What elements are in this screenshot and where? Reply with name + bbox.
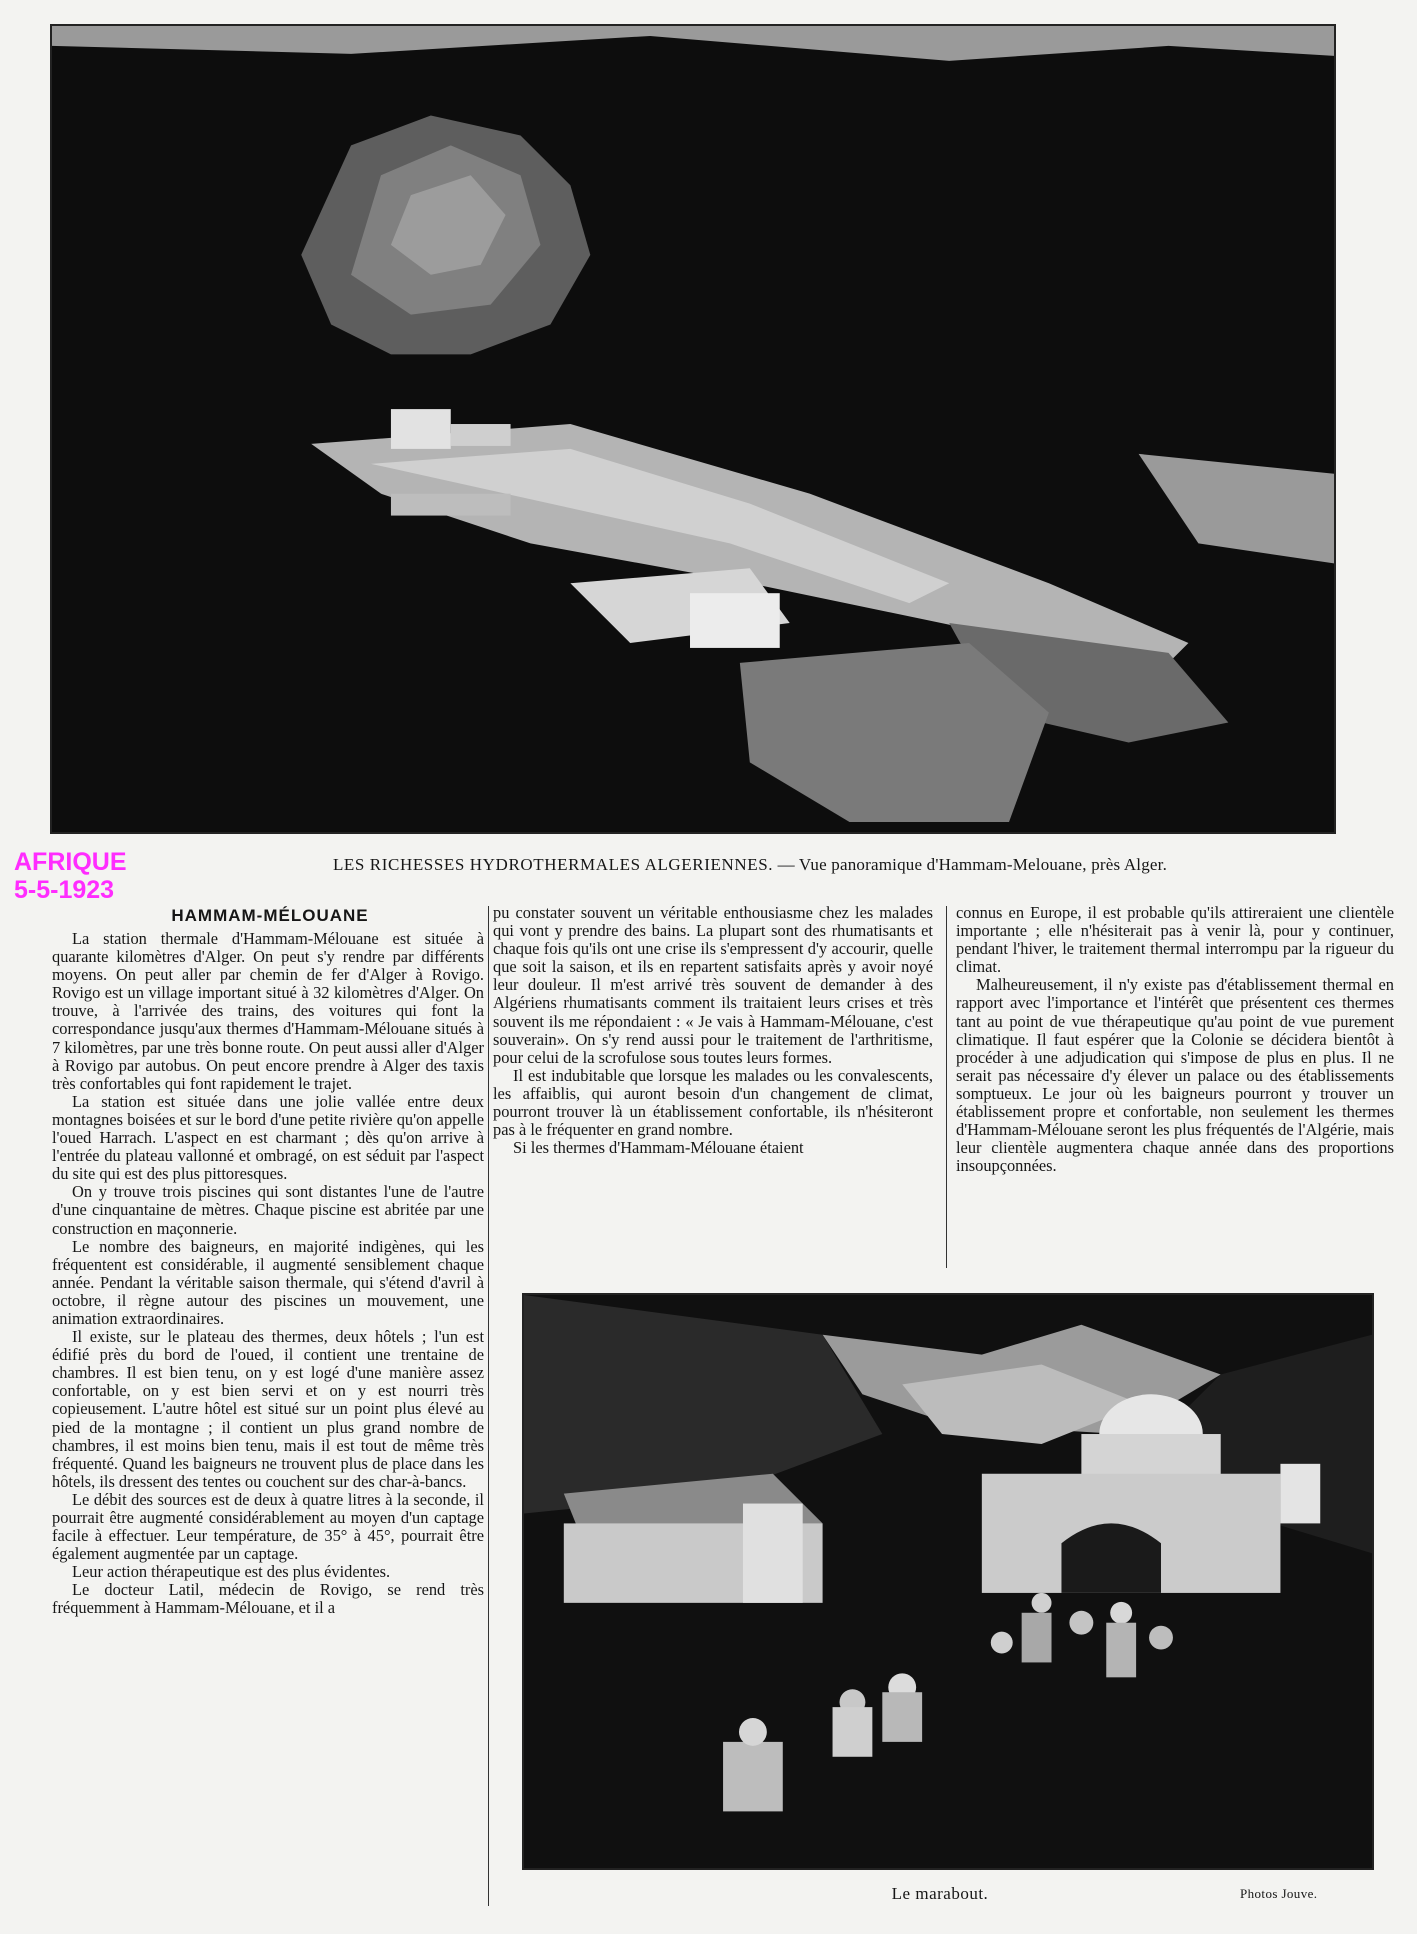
paragraph: Leur action thérapeutique est des plus évidentes.: [72, 1562, 391, 1582]
stamp-line-1: AFRIQUE: [14, 848, 127, 876]
panoramic-photo: [50, 24, 1336, 834]
paragraph: connus en Europe, il est probable qu'ils attireraient une clientèle importante ; elle n'hésiterait pas à venir là, pour y continuer, pendant l'hiver, le traitement thermal interrompu par la rigueur du climat.: [956, 903, 1394, 977]
column-divider: [946, 906, 947, 1268]
archive-stamp: [14, 848, 154, 904]
marabout-photo-caption: Le marabout.: [891, 1884, 989, 1903]
paragraph: pu constater souvent un véritable enthousiasme chez les malades qui vont y prendre des bains. La plupart sont des rhumatisants et chaque fois qu'ils ont une crise ils s'empressent d'y accourir, quelle que soit la saison, et ils en repartent satisfaits après y avoir noyé leur douleur. Il m'est arrivé très souvent de demander à des Algériens rhumatisants comment ils traitaient leurs crises et très souvent ils me répondaient : « Je vais à Hammam-Mélouane, c'est souverain». On s'y rend aussi pour le traitement de l'arthritisme, pour celui de la scrofulose sous toutes leurs formes.: [493, 903, 933, 1067]
paragraph: La station thermale d'Hammam-Mélouane est située à quarante kilomètres d'Alger. On peut s'y rendre par différents moyens. On peut aller par chemin de fer d'Alger à Rovigo. Rovigo est un village important situé à 32 kilomètres d'Alger. On trouve, à l'arrivée des trains, des voitures qui font la correspondance jusqu'aux thermes d'Hammam-Mélouane situés à 7 kilomètres, par une très bonne route. On peut aussi aller d'Alger à Rovigo par autobus. On peut encore prendre à Alger des taxis très confortables qui font rapidement le trajet.: [52, 929, 484, 1093]
stamp-line-2: 5-5-1923: [14, 876, 115, 904]
paragraph: Si les thermes d'Hammam-Mélouane étaient: [513, 1138, 804, 1158]
photo-credit: Photos Jouve.: [1240, 1886, 1318, 1901]
paragraph: Malheureusement, il n'y existe pas d'établissement thermal en rapport avec l'importance et l'intérêt que présentent ces thermes tant au point de vue thérapeutique qu'au point de vue purement climatique. Il faut espérer que la Colonie se décidera bientôt à procéder à une adjudication qui s'impose de plus en plus. Il ne serait pas nécessaire d'y élever un palace ou des établissements somptueux. Le jour où les baigneurs pourront y trouver un établissement propre et confortable, non seulement les thermes d'Hammam-Mélouane seront les plus fréquentés de l'Algérie, mais leur clientèle augmentera chaque année dans des proportions insoupçonnées.: [956, 975, 1394, 1176]
paragraph: Il est indubitable que lorsque les malades ou les convalescents, les affaiblis, qui auront besoin d'un changement de climat, pourront trouver là un établissement confortable, ils n'hésiteront pas à le fréquenter en grand nombre.: [493, 1065, 933, 1140]
marabout-photo-illustration: [524, 1295, 1372, 1868]
panoramic-photo-caption: [150, 855, 1350, 875]
column-divider: [488, 906, 489, 1906]
panoramic-photo-illustration: [52, 26, 1334, 832]
caption-lead: LES RICHESSES HYDROTHERMALES ALGERIENNES.: [332, 855, 774, 874]
article-column-1: [52, 930, 484, 1905]
paragraph: La station est située dans une jolie vallée entre deux montagnes boisées et sur le bord d'une petite rivière qu'on appelle l'oued Harrach. L'aspect en est charmant ; dès qu'on arrive à l'entrée du plateau vallonné et ombragé, on est séduit par l'aspect du site qui est des plus pittoresques.: [52, 1091, 484, 1184]
article-column-2: [493, 904, 933, 1284]
article-title: HAMMAM-MÉLOUANE: [171, 906, 369, 925]
caption-rest: — Vue panoramique d'Hammam-Melouane, près Alger.: [773, 855, 1168, 874]
paragraph: Le nombre des baigneurs, en majorité indigènes, qui les fréquentent est considérable, il augmenté sensiblement chaque année. Pendant la véritable saison thermale, qui s'étend d'avril à octobre, il règne autour des piscines un mouvement, une animation extraordinaires.: [52, 1236, 484, 1328]
paragraph: On y trouve trois piscines qui sont distantes l'une de l'autre d'une cinquantaine de mètres. Chaque piscine est abritée par une construction en maçonnerie.: [52, 1182, 484, 1238]
paragraph: Le débit des sources est de deux à quatre litres à la seconde, il pourrait être augmenté considérablement au moyen d'un captage facile à effectuer. Leur température, de 35° à 45°, pourrait être également augmentée par un captage.: [52, 1489, 484, 1564]
marabout-photo: [522, 1293, 1374, 1870]
paragraph: Il existe, sur le plateau des thermes, deux hôtels ; l'un est édifié près du bord de l'oued, il contient une trentaine de chambres. Il est bien tenu, on y est logé d'une manière assez confortable, on y est bien servi et on y est nourri très copieusement. L'autre hôtel est situé sur un point plus élevé au pied de la montagne ; il contient un plus grand nombre de chambres, il est moins bien tenu, mais il est tout de même très fréquenté. Quand les baigneurs ne trouvent plus de place dans les hôtels, ils dressent des tentes ou couchent sur des char-à-bancs.: [52, 1327, 484, 1491]
paragraph: Le docteur Latil, médecin de Rovigo, se rend très fréquemment à Hammam-Mélouane, et il a: [52, 1580, 484, 1618]
article-column-3: [956, 904, 1394, 1284]
